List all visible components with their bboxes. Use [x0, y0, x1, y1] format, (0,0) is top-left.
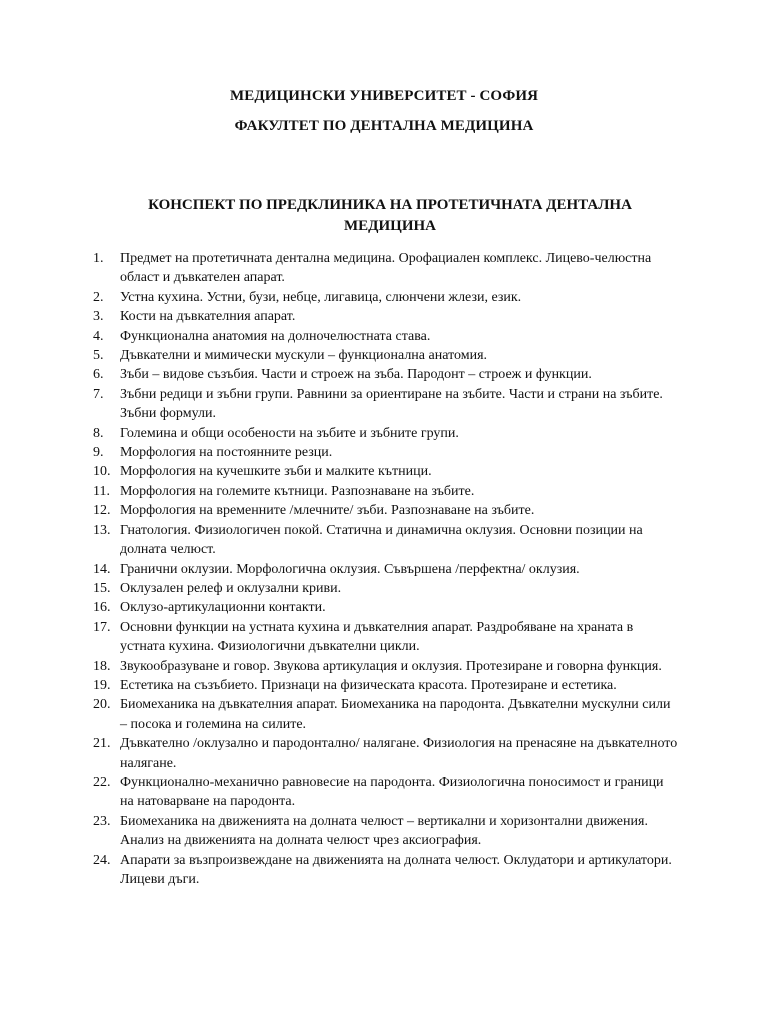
- topic-list: [0, 249, 768, 889]
- topic-item: [0, 618, 678, 657]
- topic-number: 8.: [93, 425, 104, 441]
- topic-item: [0, 812, 678, 851]
- topic-number: 12.: [93, 503, 111, 519]
- topic-item: [0, 695, 678, 734]
- topic-text: Морфология на големите кътници. Разпознаване на зъбите.: [120, 483, 475, 499]
- topic-item: [0, 462, 678, 481]
- topic-number: 11.: [93, 483, 110, 499]
- topic-number: 18.: [93, 658, 111, 674]
- topic-text: Големина и общи особености на зъбите и зъбните групи.: [120, 425, 459, 441]
- topic-text: Дъвкателни и мимически мускули – функционална анатомия.: [120, 348, 488, 364]
- topic-item: [0, 521, 678, 560]
- topic-text: Апарати за възпроизвеждане на движенията на долната челюст. Оклудатори и артикулатори. Лицеви дъги.: [120, 852, 672, 887]
- topic-number: 21.: [93, 736, 111, 752]
- topic-number: 13.: [93, 522, 111, 538]
- topic-text: Функционално-механично равновесие на пародонта. Физиологична поносимост и граници на натоварване на пародонта.: [120, 774, 664, 810]
- topic-item: [0, 365, 678, 384]
- topic-item: [0, 851, 678, 890]
- topic-text: Естетика на съзъбието. Признаци на физическата красота. Протезиране и естетика.: [120, 677, 617, 693]
- topic-item: [0, 598, 678, 617]
- topic-text: Основни функции на устната кухина и дъвкателния апарат. Раздробяване на храната в устната кухина. Физиологични дъвкателни цикли.: [120, 619, 634, 655]
- topic-item: [0, 288, 678, 307]
- topic-text: Гнатология. Физиологичен покой. Статична и динамична оклузия. Основни позиции на долната челюст.: [120, 522, 643, 558]
- topic-text: Звукообразуване и говор. Звукова артикулация и оклузия. Протезиране и говорна функция.: [120, 658, 662, 674]
- topic-text: Оклузо-артикулационни контакти.: [120, 600, 326, 616]
- topic-number: 5.: [93, 348, 104, 364]
- topic-item: [0, 249, 678, 288]
- topic-number: 23.: [93, 813, 111, 829]
- document-title: [100, 195, 680, 237]
- topic-number: 3.: [93, 309, 104, 325]
- topic-item: [0, 773, 678, 812]
- topic-item: [0, 424, 678, 443]
- topic-item: [0, 501, 678, 520]
- topic-number: 4.: [93, 328, 104, 344]
- topic-item: [0, 385, 678, 424]
- topic-number: 24.: [93, 852, 111, 868]
- topic-item: [0, 443, 678, 462]
- topic-text: Предмет на протетичната дентална медицина. Орофациален комплекс. Лицево-челюстна област и дъвкателен апарат.: [120, 251, 652, 286]
- topic-item: [0, 482, 678, 501]
- topic-text: Морфология на временните /млечните/ зъби. Разпознаване на зъбите.: [120, 503, 535, 519]
- topic-text: Морфология на постоянните резци.: [120, 445, 333, 461]
- document-title-line-2: МЕДИЦИНА: [344, 218, 436, 234]
- topic-number: 19.: [93, 677, 111, 693]
- topic-text: Функционална анатомия на долночелюстната става.: [120, 328, 431, 344]
- topic-number: 2.: [93, 289, 104, 305]
- topic-number: 14.: [93, 561, 111, 577]
- topic-number: 15.: [93, 580, 111, 596]
- topic-number: 22.: [93, 774, 111, 790]
- topic-number: 10.: [93, 464, 111, 480]
- topic-item: [0, 327, 678, 346]
- topic-item: [0, 657, 678, 676]
- topic-number: 16.: [93, 600, 111, 616]
- topic-item: [0, 307, 678, 326]
- topic-number: 1.: [93, 251, 104, 266]
- topic-text: Биомеханика на движенията на долната челюст – вертикални и хоризонтални движения. Анализ на движенията на долната челюст чрез аксиография.: [120, 813, 648, 849]
- topic-number: 6.: [93, 367, 104, 383]
- topic-item: [0, 676, 678, 695]
- faculty-name: ФАКУЛТЕТ ПО ДЕНТАЛНА МЕДИЦИНА: [234, 118, 534, 134]
- topic-text: Устна кухина. Устни, бузи, небце, лигавица, слюнчени жлези, език.: [120, 289, 522, 305]
- topic-text: Кости на дъвкателния апарат.: [120, 309, 296, 325]
- topic-text: Зъбни редици и зъбни групи. Равнини за ориентиране на зъбите. Части и страни на зъбите. Зъбни формули.: [120, 386, 663, 422]
- topic-number: 20.: [93, 697, 111, 713]
- topic-text: Гранични оклузии. Морфологична оклузия. Съвършена /перфектна/ оклузия.: [120, 561, 580, 577]
- topic-number: 7.: [93, 386, 104, 402]
- topic-text: Биомеханика на дъвкателния апарат. Биомеханика на пародонта. Дъвкателни мускулни сили – посока и големина на силите.: [120, 697, 671, 732]
- topic-item: [0, 346, 678, 365]
- topic-item: [0, 734, 678, 773]
- topic-item: [0, 560, 678, 579]
- topic-text: Морфология на кучешките зъби и малките кътници.: [120, 464, 432, 480]
- topic-text: Зъби – видове съзъбия. Части и строеж на зъба. Пародонт – строеж и функции.: [120, 367, 592, 383]
- topic-number: 17.: [93, 619, 111, 635]
- document-title-line-1: КОНСПЕКТ ПО ПРЕДКЛИНИКА НА ПРОТЕТИЧНАТА ДЕНТАЛНА: [148, 197, 632, 213]
- topic-text: Оклузален релеф и оклузални криви.: [120, 580, 342, 596]
- topic-text: Дъвкателно /оклузално и пародонтално/ налягане. Физиология на пренасяне на дъвкателното налягане.: [120, 736, 678, 771]
- topic-item: [0, 579, 678, 598]
- topic-number: 9.: [93, 445, 104, 461]
- university-name: МЕДИЦИНСКИ УНИВЕРСИТЕТ - СОФИЯ: [229, 88, 539, 104]
